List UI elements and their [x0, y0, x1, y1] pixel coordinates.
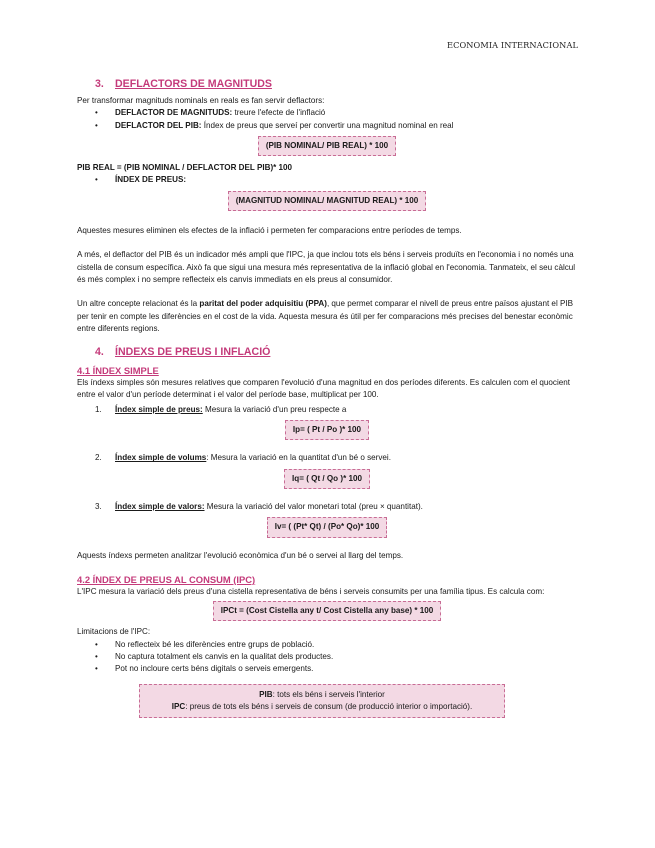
paragraph-ppa — [77, 298, 577, 335]
formula-row — [77, 136, 577, 156]
formula-row — [77, 601, 577, 621]
note-term: IPC — [171, 701, 186, 711]
note-text: : preus de tots els béns i serveis de consum (de producció interior o importació). — [185, 701, 473, 711]
section-4-title: ÍNDEXS DE PREUS I INFLACIÓ — [115, 346, 271, 359]
price-index-label: ÍNDEX DE PREUS: — [115, 175, 187, 185]
formula-box-ip: Ip= ( Pt / Po )* 100 — [285, 420, 369, 440]
deflator-item-text: treure l'efecte de l'inflació — [232, 108, 326, 118]
section-4-heading — [95, 345, 577, 359]
item-label: Índex simple de preus: — [115, 404, 203, 414]
subsection-4-2-paragraph: L'IPC mesura la variació dels preus d'una cistella representativa de béns i serveis consumits per una família tipus. Es calcula com: — [77, 586, 545, 596]
subsection-4-2-title: 4.2 ÍNDEX DE PREUS AL CONSUM (IPC) — [77, 573, 256, 585]
limitation-item: • Pot no incloure certs béns digitals o serveis emergents. — [77, 663, 577, 675]
formula-box-iv: Iv= ( (Pt* Qt) / (Po* Qo)* 100 — [267, 517, 388, 537]
paragraph-effects: Aquestes mesures eliminen els efectes de la inflació i permeten fer comparacions entre períodes de temps. — [77, 226, 462, 236]
formula-box-ipc: IPCt = (Cost Cistella any t/ Cost Cistella any base) * 100 — [213, 601, 442, 621]
formula-row — [77, 420, 577, 440]
simple-index-item — [77, 452, 577, 489]
formula-box-iq: Iq= ( Qt / Qo )* 100 — [284, 469, 370, 489]
formula-row — [77, 469, 577, 489]
limitation-item: • No captura totalment els canvis en la qualitat dels productes. — [77, 651, 577, 663]
ipc-limitations-title: Limitacions de l'IPC: — [77, 627, 151, 637]
item-text: Mesura la variació del valor monetari total (preu × quantitat). — [204, 501, 423, 511]
section-4-number: 4. — [95, 346, 104, 359]
simple-index-list — [77, 404, 577, 538]
simple-index-item — [77, 501, 577, 538]
ppa-text-a: Un altre concepte relacionat és la — [77, 299, 200, 309]
subsection-4-1-closing: Aquests índexs permeten analitzar l'evolució econòmica d'un bé o servei al llarg del temps. — [77, 550, 404, 560]
formula-box-pib-deflator: (PIB NOMINAL/ PIB REAL) * 100 — [258, 136, 396, 156]
item-label: Índex simple de volums — [115, 453, 207, 463]
paragraph-deflator-vs-ipc: A més, el deflactor del PIB és un indicador més ampli que l'IPC, ja que inclou tots els béns i serveis produïts en l'economia i no només una cistella de consum específica. Això fa que sigui una mesura més representativa de la inflació global en l'economia. Tanmateix, el seu càlcul és més complex i no sempre reflecteix els canvis immediats en els preus al consumidor. — [77, 250, 576, 284]
subsection-4-1-paragraph: Els índexs simples són mesures relatives que comparen l'evolució d'una magnitud en dos períodes diferents. Es calculen com el quocient entre el valor d'un període determinat i el valor del període base, multiplicat per 100. — [77, 378, 571, 400]
item-number: 1. — [95, 404, 102, 414]
price-index-list — [77, 174, 577, 186]
item-number: 2. — [95, 453, 102, 463]
ppa-term: paritat del poder adquisitiu (PPA) — [199, 299, 327, 309]
formula-row — [77, 191, 577, 211]
deflator-item-label: DEFLACTOR DE MAGNITUDS: — [115, 108, 233, 118]
pib-vs-ipc-note — [139, 684, 505, 719]
simple-index-item — [77, 404, 577, 441]
note-text: : tots els béns i serveis l'interior — [272, 689, 385, 699]
formula-row — [77, 517, 577, 537]
section-3-intro: Per transformar magnituds nominals en reals es fan servir deflactors: — [77, 96, 325, 105]
item-label: Índex simple de valors: — [115, 501, 205, 511]
deflator-item-pib — [77, 120, 577, 132]
item-text: : Mesura la variació en la quantitat d'un bé o servei. — [206, 453, 391, 463]
note-line-ipc — [140, 701, 504, 713]
price-index-item — [77, 174, 577, 186]
item-text: Mesura la variació d'un preu respecte a — [202, 404, 347, 414]
item-number: 3. — [95, 501, 102, 511]
section-3-title: DEFLACTORS DE MAGNITUDS — [115, 78, 272, 90]
deflator-item-magnitudes — [77, 107, 577, 119]
note-line-pib — [140, 689, 504, 701]
section-3-number: 3. — [95, 78, 104, 90]
deflator-item-text: Índex de preus que serveí per convertir una magnitud nominal en real — [201, 120, 454, 130]
deflator-list — [77, 107, 577, 132]
page-header: ECONOMIA INTERNACIONAL — [447, 40, 578, 50]
subsection-4-1-title: 4.1 ÍNDEX SIMPLE — [77, 365, 159, 377]
page-content — [77, 77, 577, 718]
ipc-limitations-list — [77, 639, 577, 676]
pib-real-formula: PIB REAL = (PIB NOMINAL / DEFLACTOR DEL PIB)* 100 — [77, 163, 293, 173]
formula-box-price-index: (MAGNITUD NOMINAL/ MAGNITUD REAL) * 100 — [228, 191, 427, 211]
limitation-item: • No reflecteix bé les diferències entre grups de població. — [77, 639, 577, 651]
note-term: PIB — [259, 689, 273, 699]
section-3-heading — [95, 77, 577, 91]
ppa-text-b: , que permet comparar el nivell de preus entre països ajustant el PIB per tenir en compte les diferències en el cost de la vida. Aquesta mesura és útil per fer comparacions més precises del benestar econòmic entre diferents regions. — [77, 299, 574, 333]
deflator-item-label: DEFLACTOR DEL PIB: — [115, 120, 202, 130]
